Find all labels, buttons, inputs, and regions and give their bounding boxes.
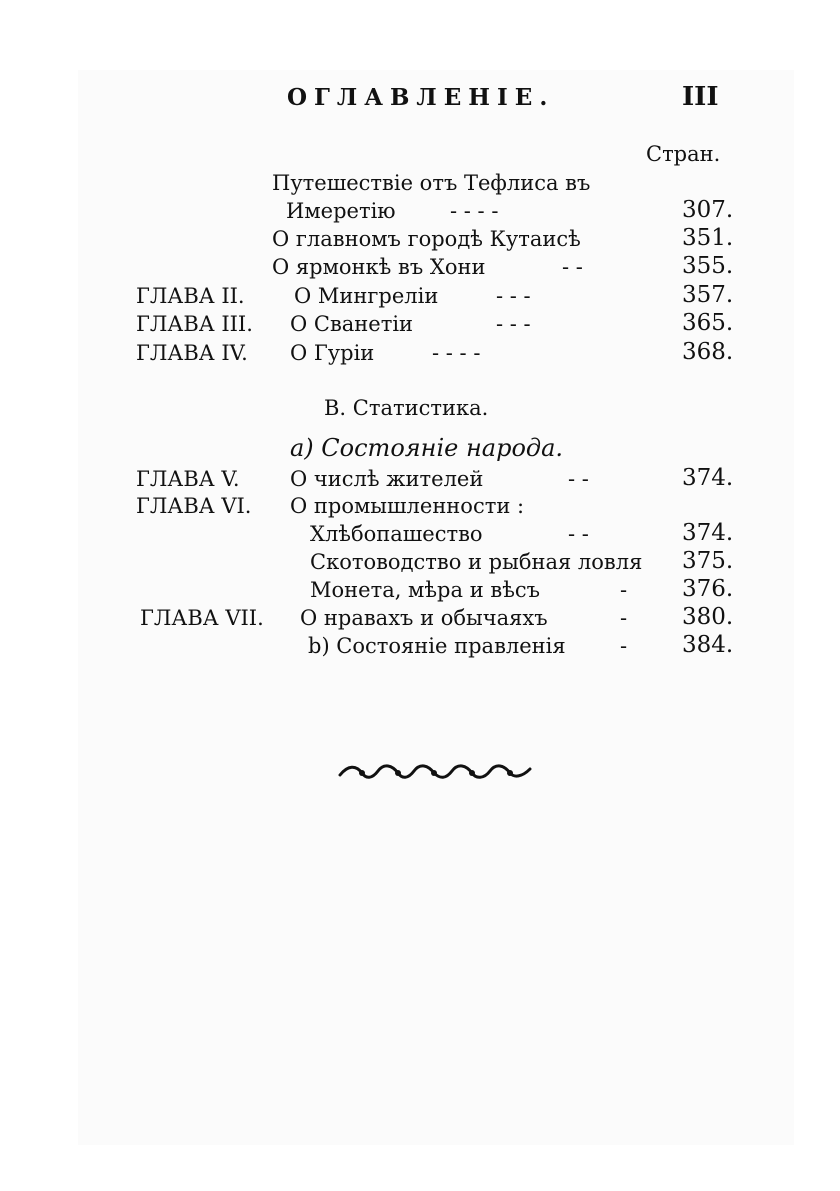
subsection-heading: a) Состояніе народа. [290,434,564,462]
toc-entry-text: Монета, мѣра и вѣсъ [310,578,540,602]
toc-chapter-label: ГЛАВА IV. [136,341,248,365]
toc-entry-dots: - - - - [432,341,481,365]
toc-entry-dots: - [620,634,628,658]
toc-entry-text: О главномъ городѣ Кутаисѣ [272,227,581,251]
toc-entry-text: О числѣ жителей [290,467,484,491]
toc-entry-text: Хлѣбопашество [310,522,483,546]
toc-entry-page: 376. [682,576,734,602]
toc-entry-dots: - - - - [450,199,499,223]
toc-chapter-label: ГЛАВА III. [136,312,253,336]
toc-entry-page: 374. [682,520,734,546]
toc-entry-text: О Гуріи [290,341,375,365]
toc-entry-page: 307. [682,197,734,223]
toc-entry-dots: - - [568,467,589,491]
toc-entry-text: О промышленности : [290,494,525,518]
toc-entry-text: О Сванетіи [290,312,414,336]
toc-entry-page: 368. [682,339,734,365]
ornament-flourish-icon [336,761,536,783]
toc-entry-page: 375. [682,548,734,574]
toc-chapter-label: ГЛАВА II. [136,284,245,308]
toc-entry-dots: - - [562,255,583,279]
toc-entry-text: b) Состояніе правленія [308,634,566,658]
toc-entry-text: Путешествіе отъ Тефлиса въ [272,171,591,195]
toc-entry-dots: - [620,606,628,630]
toc-chapter-label: ГЛАВА VII. [140,606,264,630]
toc-entry-page: 357. [682,282,734,308]
toc-entry-page: 355. [682,253,734,279]
toc-entry-page: 365. [682,310,734,336]
toc-entry-dots: - - [568,522,589,546]
toc-entry-text: О Мингреліи [294,284,439,308]
toc-chapter-label: ГЛАВА V. [136,467,240,491]
section-heading: В. Статистика. [324,396,489,420]
toc-entry-text: Имеретію [286,199,396,223]
toc-entry-page: 384. [682,632,734,658]
toc-entry-dots: - - - [496,312,531,336]
page-title: ОГЛАВЛЕНІЕ. [287,84,555,111]
toc-entry-page: 351. [682,225,734,251]
toc-entry-page: 380. [682,604,734,630]
toc-entry-dots: - - - [496,284,531,308]
toc-entry-page: 374. [682,465,734,491]
toc-chapter-label: ГЛАВА VI. [136,494,252,518]
toc-entry-dots: - [620,578,628,602]
page-column-label: Стран. [646,142,721,166]
page-number: III [682,82,719,112]
toc-entry-text: Скотоводство и рыбная ловля [310,550,643,574]
toc-entry-text: О ярмонкѣ въ Хони [272,255,486,279]
toc-entry-text: О нравахъ и обычаяхъ [300,606,548,630]
